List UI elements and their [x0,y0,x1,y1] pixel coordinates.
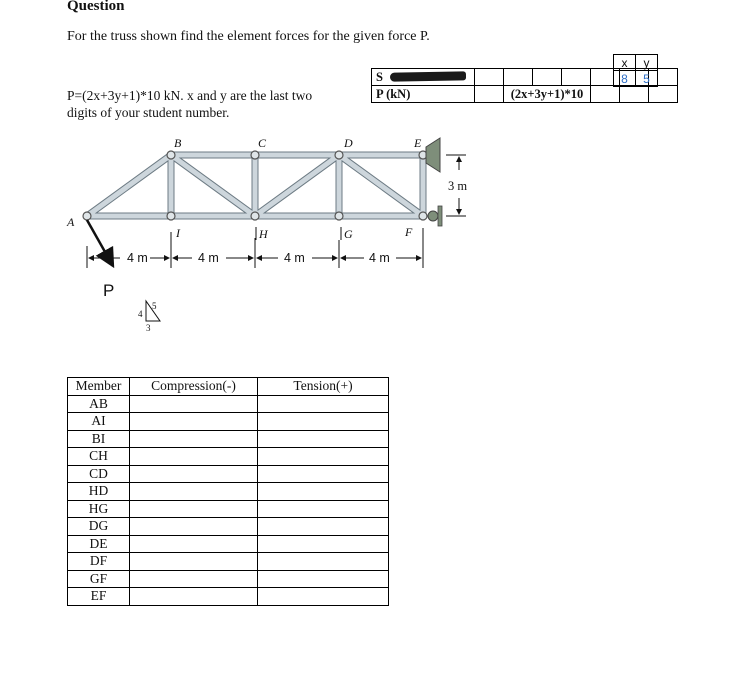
tension-cell[interactable] [258,518,389,536]
y-header: y [636,55,658,71]
joint-i [167,212,175,220]
tension-cell[interactable] [258,553,389,571]
joint-a [83,212,91,220]
x-header: x [614,55,636,71]
compression-cell[interactable] [130,570,258,588]
tension-cell[interactable] [258,395,389,413]
compression-cell[interactable] [130,483,258,501]
member-name: AB [68,395,130,413]
label-a: A [67,215,75,229]
table-row [68,483,389,501]
spacing-label-3: 4 m [284,251,305,265]
slope-label-5: 5 [152,301,157,311]
tension-cell[interactable] [258,430,389,448]
compression-cell[interactable] [130,465,258,483]
table-row [68,395,389,413]
compression-cell[interactable] [130,518,258,536]
member-name: HG [68,500,130,518]
table-row [68,413,389,431]
label-h: H [259,227,268,241]
compression-cell[interactable] [130,395,258,413]
tension-header: Tension(+) [258,378,389,396]
hidden-label: S [376,69,383,84]
problem-statement: For the truss shown find the element forces for the given force P. [67,29,430,44]
member-name: CD [68,465,130,483]
slope-label-4: 4 [138,309,143,319]
compression-header: Compression(-) [130,378,258,396]
member-name: AI [68,413,130,431]
label-e: E [414,136,422,150]
label-f: F [405,225,413,239]
x-value: 8 [614,71,636,87]
label-i: I [176,226,180,240]
spacing-label-4: 4 m [369,251,390,265]
pin-support-e [426,138,440,172]
formula-line-2: digits of your student number. [67,105,230,120]
label-c: C [258,136,267,150]
compression-cell[interactable] [130,413,258,431]
table-row [68,500,389,518]
label-g: G [344,227,353,241]
load-label: P [103,281,115,300]
y-value: 5 [636,71,658,87]
compression-cell[interactable] [130,535,258,553]
tension-cell[interactable] [258,465,389,483]
tension-cell[interactable] [258,588,389,606]
compression-cell[interactable] [130,448,258,466]
load-arrow [87,220,113,266]
member-name: DG [68,518,130,536]
joint-b [167,151,175,159]
compression-cell[interactable] [130,430,258,448]
joint-d [335,151,343,159]
tension-cell[interactable] [258,413,389,431]
table-row [68,518,389,536]
tension-cell[interactable] [258,535,389,553]
table-row [68,448,389,466]
roller-support-f [428,206,442,226]
slope-label-3: 3 [146,323,151,333]
compression-cell[interactable] [130,500,258,518]
height-label: 3 m [448,179,468,193]
joint-c [251,151,259,159]
compression-cell[interactable] [130,553,258,571]
table-row [68,570,389,588]
member-name: DF [68,553,130,571]
tension-cell[interactable] [258,570,389,588]
member-force-table [67,377,389,606]
label-d: D [344,136,353,150]
joint-g [335,212,343,220]
table-row [68,588,389,606]
table-row [68,535,389,553]
tension-cell[interactable] [258,500,389,518]
member-name: BI [68,430,130,448]
spacing-label-2: 4 m [198,251,219,265]
p-label: P (kN) [376,86,411,101]
compression-cell[interactable] [130,588,258,606]
table-row [68,430,389,448]
table-row [68,465,389,483]
member-name: HD [68,483,130,501]
member-name: GF [68,570,130,588]
member-name: DE [68,535,130,553]
formula-line-1: P=(2x+3y+1)*10 kN. x and y are the last two [67,88,313,103]
truss-members [87,155,423,216]
tension-cell[interactable] [258,483,389,501]
table-row [68,553,389,571]
member-name: EF [68,588,130,606]
member-name: CH [68,448,130,466]
joint-h [251,212,259,220]
tension-cell[interactable] [258,448,389,466]
question-heading: Question [67,0,125,14]
joint-f [419,212,427,220]
label-b: B [174,136,182,150]
p-expression: (2x+3y+1)*10 [510,86,584,101]
spacing-label-1: 4 m [127,251,148,265]
member-header: Member [68,378,130,396]
